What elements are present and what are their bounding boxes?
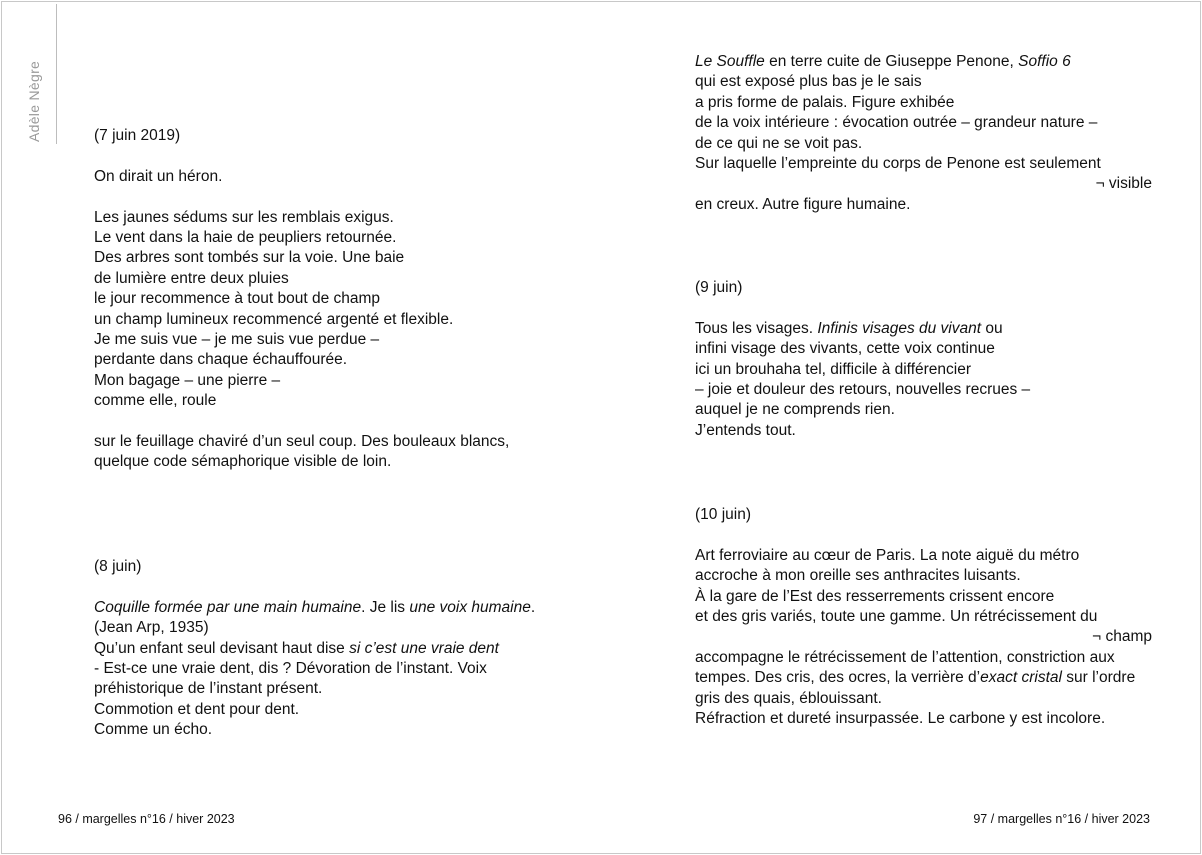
entry-date: (10 juin) (695, 506, 751, 523)
poem-line: de la voix intérieure : évocation outrée – grandeur nature – (695, 114, 1098, 132)
italic-phrase: exact cristal (980, 669, 1062, 687)
poem-line: On dirait un héron. (94, 167, 223, 185)
poem-line: ici un brouhaha tel, difficile à différencier (695, 360, 972, 378)
entry-7-juin (94, 126, 564, 473)
running-head-rule (56, 4, 57, 144)
poem-line: Art ferroviaire au cœur de Paris. La note aiguë du métro (695, 546, 1080, 564)
entry-10-juin (695, 505, 1152, 729)
poem-line: comme elle, roule (94, 392, 217, 410)
poem-line: préhistorique de l’instant présent. (94, 680, 323, 698)
text-run: . Je lis (361, 598, 410, 616)
poem-line (695, 319, 1152, 339)
poem-line: a pris forme de palais. Figure exhibée (695, 93, 955, 111)
italic-phrase: si c’est une vraie dent (349, 639, 499, 657)
blank-line (94, 577, 564, 597)
poem-line: et des gris variés, toute une gamme. Un rétrécissement du (695, 608, 1098, 626)
entry-8-juin (94, 557, 564, 741)
text-run: Qu’un enfant seul devisant haut dise (94, 639, 350, 657)
poem-line: auquel je ne comprends rien. (695, 401, 895, 419)
poem-line: Sur laquelle l’empreinte du corps de Penone est seulement (695, 155, 1101, 173)
poem-line: un champ lumineux recommencé argenté et flexible. (94, 310, 454, 328)
blank-line (94, 412, 564, 432)
poem-line: quelque code sémaphorique visible de loin. (94, 453, 392, 471)
poem-line-runover: ¬ champ (1092, 628, 1152, 646)
text-run: Tous les visages. (695, 319, 818, 337)
poem-line: sur le feuillage chaviré d’un seul coup. Des bouleaux blancs, (94, 433, 510, 451)
italic-phrase: Coquille formée par une main humaine (94, 598, 362, 616)
poem-line: – joie et douleur des retours, nouvelles recrues – (695, 381, 1031, 399)
blank-line (94, 187, 564, 207)
poem-line: de ce qui ne se voit pas. (695, 134, 863, 152)
text-run: sur l’ordre (1061, 669, 1136, 687)
italic-phrase: Infinis visages du vivant (817, 319, 982, 337)
poem-line: Je me suis vue – je me suis vue perdue – (94, 331, 380, 349)
poem-line: À la gare de l’Est des resserrements crissent encore (695, 587, 1055, 605)
poem-line: accroche à mon oreille ses anthracites luisants. (695, 567, 1021, 585)
poem-line-runover: ¬ visible (1095, 175, 1152, 193)
blank-line (94, 146, 564, 166)
poem-line: accompagne le rétrécissement de l’attention, constriction aux (695, 648, 1115, 666)
poem-line (94, 598, 564, 618)
entry-date: (8 juin) (94, 558, 142, 575)
poem-line: perdante dans chaque échauffourée. (94, 351, 348, 369)
italic-phrase: une voix humaine (409, 598, 531, 616)
page-folio-right: 97 / margelles n°16 / hiver 2023 (973, 812, 1150, 826)
poem-line (94, 639, 564, 659)
poem-line: Commotion et dent pour dent. (94, 700, 300, 718)
poem-line: - Est-ce une vraie dent, dis ? Dévoration de l’instant. Voix (94, 660, 487, 678)
poem-line: Des arbres sont tombés sur la voie. Une baie (94, 249, 405, 267)
italic-phrase: Le Souffle (695, 53, 765, 70)
page-folio-left: 96 / margelles n°16 / hiver 2023 (58, 812, 235, 826)
poem-line: Les jaunes sédums sur les remblais exigus. (94, 208, 394, 226)
poem-line: de lumière entre deux pluies (94, 269, 289, 287)
poem-line: en creux. Autre figure humaine. (695, 195, 911, 213)
entry-continuation (695, 52, 1152, 215)
running-head-author: Adèle Nègre (26, 60, 42, 142)
entry-date: (9 juin) (695, 279, 743, 296)
poem-line (695, 668, 1152, 688)
blank-line (695, 298, 1152, 318)
book-spread (1, 1, 1201, 854)
poem-line: le jour recommence à tout bout de champ (94, 290, 381, 308)
poem-line: J’entends tout. (695, 421, 796, 439)
poem-line: gris des quais, éblouissant. (695, 689, 882, 707)
poem-line: Le vent dans la haie de peupliers retournée. (94, 229, 397, 246)
poem-line: Comme un écho. (94, 721, 213, 739)
poem-line (695, 52, 1152, 72)
entry-9-juin (695, 278, 1152, 441)
blank-line (695, 525, 1152, 545)
italic-phrase: Soffio 6 (1018, 53, 1071, 70)
text-run: tempes. Des cris, des ocres, la verrière d’ (695, 669, 981, 687)
text-run: en terre cuite de Giuseppe Penone, (764, 53, 1019, 70)
poem-line: (Jean Arp, 1935) (94, 619, 209, 637)
poem-line: qui est exposé plus bas je le sais (695, 73, 922, 91)
poem-line: Mon bagage – une pierre – (94, 371, 281, 389)
poem-line: Réfraction et dureté insurpassée. Le carbone y est incolore. (695, 710, 1106, 728)
text-run: . (530, 598, 536, 616)
poem-line: infini visage des vivants, cette voix continue (695, 340, 995, 358)
text-run: ou (981, 319, 1003, 337)
entry-date: (7 juin 2019) (94, 127, 181, 144)
